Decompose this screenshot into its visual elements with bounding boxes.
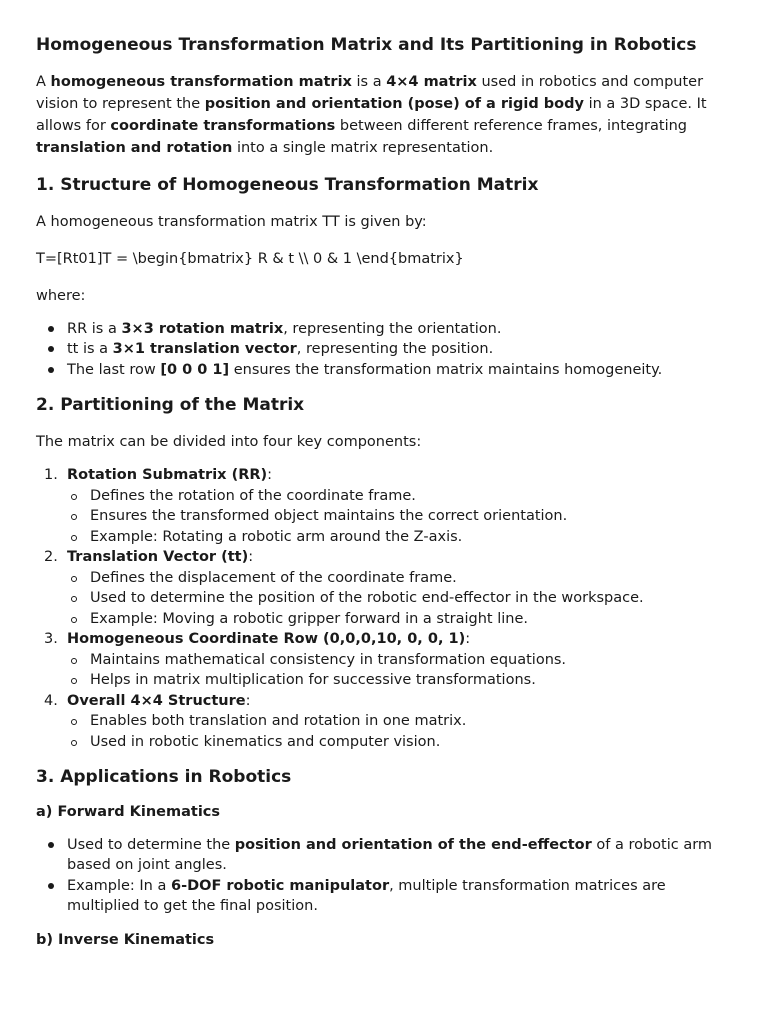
sub-list: [67, 486, 732, 548]
section-1-heading: 1. Structure of Homogeneous Transformation Matrix: [36, 174, 539, 195]
item-colon: :: [245, 692, 251, 709]
item-title: Homogeneous Coordinate Row (0,0,0,10, 0, 0, 1): [67, 631, 466, 648]
sub-list-item: Enables both translation and rotation in one matrix.: [67, 711, 732, 732]
sub-list-item: Used in robotic kinematics and computer vision.: [67, 732, 732, 753]
list-item: [36, 691, 732, 753]
item-colon: :: [267, 467, 273, 484]
intro-text: between different reference frames, integrating: [335, 117, 688, 134]
list-item: [36, 547, 732, 629]
item-colon: :: [248, 549, 254, 566]
sub-list: [67, 650, 732, 691]
document-title: Homogeneous Transformation Matrix and Its Partitioning in Robotics: [36, 35, 697, 55]
intro-bold: coordinate transformations: [110, 117, 336, 134]
item-number: 4.: [44, 692, 58, 709]
list-item: [36, 465, 732, 547]
bullet-bold: 3×1 translation vector: [112, 341, 297, 358]
intro-text: in a 3D space. It allows for: [36, 95, 707, 134]
bullet-text: , multiple transformation matrices are multiplied to get the final position.: [67, 877, 666, 915]
sub-list-item: Maintains mathematical consistency in transformation equations.: [67, 650, 732, 671]
item-number: 3.: [44, 631, 58, 648]
sub-list-item: Example: Rotating a robotic arm around the Z-axis.: [67, 527, 732, 548]
section-1-given: A homogeneous transformation matrix TT is given by:: [36, 213, 427, 230]
bullet-text: of a robotic arm based on joint angles.: [67, 836, 713, 874]
section-1-where: where:: [36, 287, 86, 304]
intro-bold: 4×4 matrix: [386, 73, 477, 90]
item-number: 2.: [44, 549, 58, 566]
bullet-text: RR is a: [67, 320, 122, 337]
sub-list-item: Example: Moving a robotic gripper forward in a straight line.: [67, 609, 732, 630]
bullet-bold: 6-DOF robotic manipulator: [170, 877, 390, 894]
list-item: [36, 629, 732, 691]
bullet-bold: [0 0 0 1]: [160, 361, 230, 378]
bullet-text: The last row: [67, 361, 161, 378]
section-2-intro: The matrix can be divided into four key components:: [36, 434, 422, 451]
intro-bold: position and orientation (pose) of a rigid body: [204, 95, 584, 112]
item-title: Rotation Submatrix (RR): [67, 467, 268, 484]
intro-text: A: [36, 73, 51, 90]
bullet-text: , representing the orientation.: [283, 320, 502, 337]
bullet-text: tt is a: [67, 341, 113, 358]
section-3-heading: 3. Applications in Robotics: [36, 767, 292, 788]
intro-text: used in robotics and computer vision to represent the: [36, 73, 704, 112]
sub-list-item: Ensures the transformed object maintains the correct orientation.: [67, 506, 732, 527]
item-title: Translation Vector (tt): [67, 549, 249, 566]
bullet-bold: 3×3 rotation matrix: [121, 320, 284, 337]
bullet-text: ensures the transformation matrix maintains homogeneity.: [229, 361, 663, 378]
section-1-bullet-list: [36, 319, 732, 381]
subsection-b-heading: b) Inverse Kinematics: [36, 931, 215, 948]
bullet-text: Example: In a: [67, 877, 171, 894]
sub-list: [67, 568, 732, 630]
sub-list-item: Helps in matrix multiplication for successive transformations.: [67, 670, 732, 691]
intro-bold: translation and rotation: [36, 139, 233, 156]
bullet-bold: position and orientation of the end-effector: [234, 836, 592, 853]
list-item: [36, 360, 732, 381]
bullet-text: , representing the position.: [296, 341, 494, 358]
intro-paragraph: [36, 71, 732, 159]
bullet-text: Used to determine the: [67, 836, 235, 853]
section-2-numbered-list: [36, 465, 732, 752]
sub-list: [67, 711, 732, 752]
sub-list-item: Defines the rotation of the coordinate frame.: [67, 486, 732, 507]
list-item: [36, 835, 732, 876]
sub-list-item: Defines the displacement of the coordinate frame.: [67, 568, 732, 589]
item-colon: :: [465, 631, 471, 648]
list-item: [36, 876, 732, 917]
intro-text: is a: [351, 73, 387, 90]
list-item: [36, 319, 732, 340]
item-number: 1.: [44, 467, 58, 484]
intro-text: into a single matrix representation.: [232, 139, 494, 156]
section-2-heading: 2. Partitioning of the Matrix: [36, 395, 305, 416]
sub-list-item: Used to determine the position of the robotic end-effector in the workspace.: [67, 588, 732, 609]
section-1-formula: T=[Rt01]T = \begin{bmatrix} R & t \\ 0 & 1 \end{bmatrix}: [36, 250, 464, 267]
section-3a-bullet-list: [36, 835, 732, 917]
list-item: [36, 339, 732, 360]
intro-bold: homogeneous transformation matrix: [50, 73, 352, 90]
subsection-a-heading: a) Forward Kinematics: [36, 804, 221, 821]
item-title: Overall 4×4 Structure: [67, 692, 246, 709]
